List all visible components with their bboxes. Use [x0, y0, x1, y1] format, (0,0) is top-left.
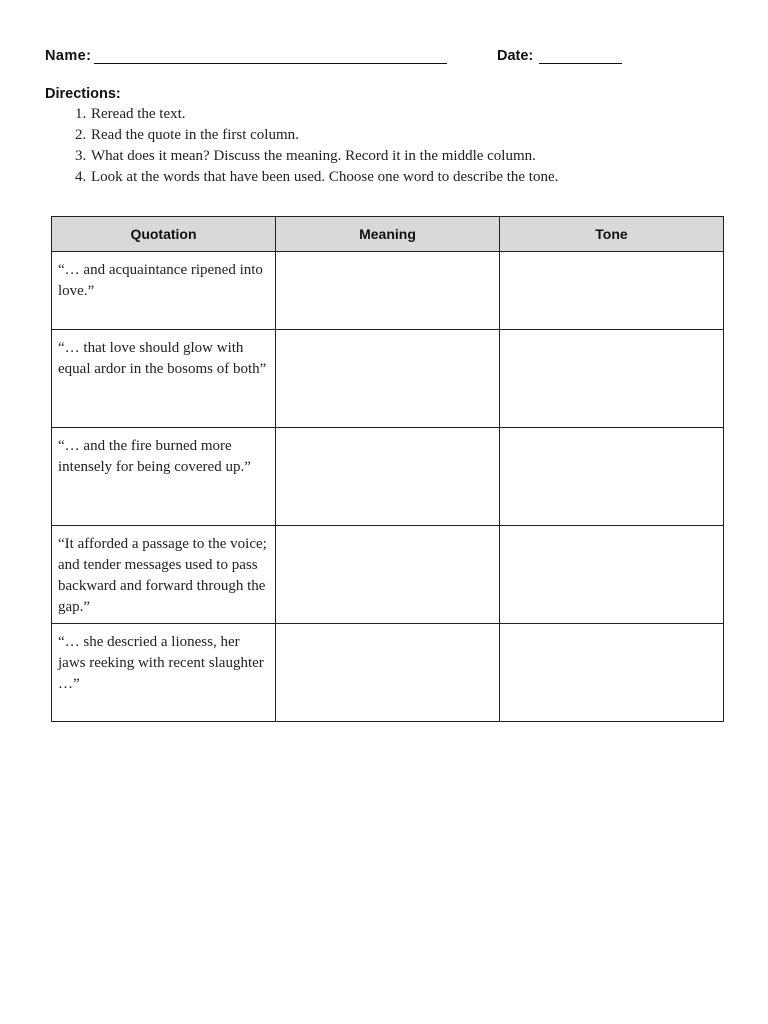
table-row: [52, 624, 724, 722]
directions-step: 1. Reread the text.: [90, 104, 725, 125]
quotation-table: [51, 216, 724, 722]
table-row: [52, 330, 724, 428]
tone-cell[interactable]: [500, 252, 724, 330]
header-row: [45, 46, 722, 68]
meaning-cell[interactable]: [276, 624, 500, 722]
date-label: Date:: [497, 48, 534, 64]
meaning-cell[interactable]: [276, 526, 500, 624]
quotation-cell: “… that love should glow with equal ardor in the bosoms of both”: [52, 330, 276, 428]
tone-cell[interactable]: [500, 428, 724, 526]
column-header-tone: Tone: [500, 217, 724, 252]
tone-cell[interactable]: [500, 330, 724, 428]
tone-cell[interactable]: [500, 624, 724, 722]
column-header-quotation: Quotation: [52, 217, 276, 252]
table-header-row: [52, 217, 724, 252]
quotation-cell: “It afforded a passage to the voice; and tender messages used to pass backward and forward through the gap.”: [52, 526, 276, 624]
table-row: [52, 428, 724, 526]
meaning-cell[interactable]: [276, 428, 500, 526]
table-row: [52, 252, 724, 330]
quotation-cell: “… she descried a lioness, her jaws reeking with recent slaughter …”: [52, 624, 276, 722]
column-header-meaning: Meaning: [276, 217, 500, 252]
directions-list: [45, 104, 725, 188]
directions-title: Directions:: [45, 86, 121, 102]
quotation-cell: “… and acquaintance ripened into love.”: [52, 252, 276, 330]
meaning-cell[interactable]: [276, 252, 500, 330]
date-field[interactable]: [539, 63, 622, 64]
meaning-cell[interactable]: [276, 330, 500, 428]
directions-step: 3. What does it mean? Discuss the meaning. Record it in the middle column.: [90, 146, 725, 167]
quotation-cell: “… and the fire burned more intensely for being covered up.”: [52, 428, 276, 526]
name-label: Name:: [45, 48, 92, 64]
directions-step: 4. Look at the words that have been used. Choose one word to describe the tone.: [90, 167, 725, 188]
directions-section: [45, 86, 725, 188]
name-field[interactable]: [94, 63, 447, 64]
directions-step: 2. Read the quote in the first column.: [90, 125, 725, 146]
tone-cell[interactable]: [500, 526, 724, 624]
table-row: [52, 526, 724, 624]
